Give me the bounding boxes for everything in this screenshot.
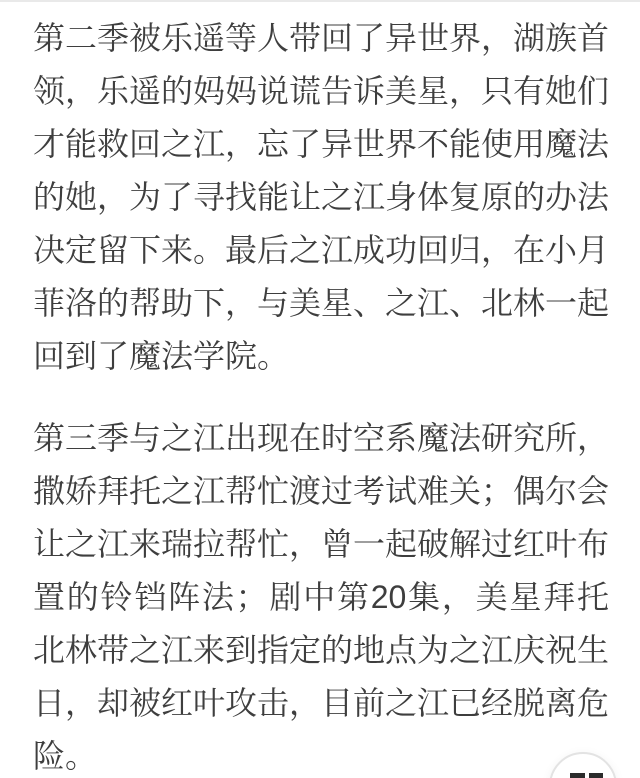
article-paragraph-season2: 第二季被乐遥等人带回了异世界，湖族首领，乐遥的妈妈说谎告诉美星，只有她们才能救回之江，忘了异世界不能使用魔法的她，为了寻找能让之江身体复原的办法决定留下来。最后之江成功回归，在小月菲洛的帮助下，与美星、之江、北林一起回到了魔法学院。 bbox=[33, 20, 610, 374]
article-paragraph-season3: 第三季与之江出现在时空系魔法研究所，撒娇拜托之江帮忙渡过考试难关；偶尔会让之江来瑞拉帮忙，曾一起破解过红叶布置的铃铛阵法；剧中第20集，美星拜托北林带之江来到指定的地点为之江庆祝生日，却被红叶攻击，目前之江已经脱离危险。 bbox=[33, 420, 610, 774]
fab-text-icon bbox=[570, 773, 604, 778]
